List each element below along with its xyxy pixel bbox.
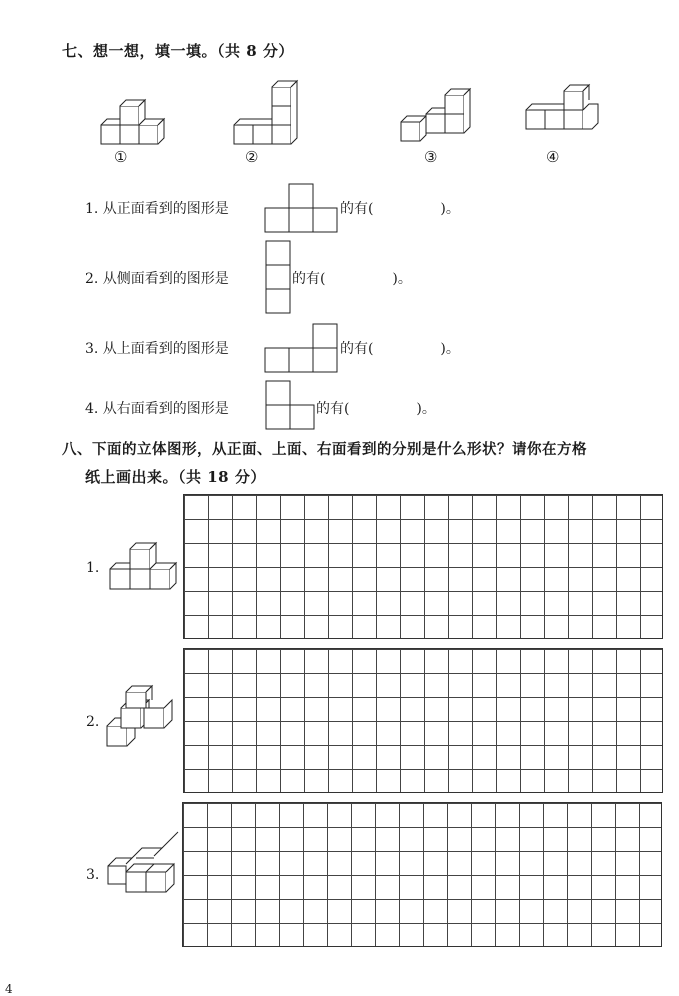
cube-figure-4: [522, 87, 607, 137]
drawing-grid-1[interactable]: [183, 494, 663, 639]
item-2-label: 2.: [86, 714, 100, 730]
question-4-answer: [316, 398, 436, 418]
question-2-close: )。: [392, 271, 412, 287]
cube-figure-item-1: [108, 540, 184, 596]
question-1-text: [85, 198, 229, 218]
question-3-prefix: 3. 从上面看到的图形是: [85, 341, 229, 357]
cube-figure-item-2: [104, 686, 174, 754]
cube-figure-2: [228, 80, 308, 150]
section-8-title-line-2: 纸上画出来。（共 18 分）: [85, 468, 266, 486]
drawing-grid-3[interactable]: [182, 802, 662, 947]
question-3-close: )。: [440, 341, 460, 357]
section-8-title-line-1: 八、下面的立体图形，从正面、上面、右面看到的分别是什么形状？请你在方格: [62, 441, 587, 458]
question-2-prefix: 2. 从侧面看到的图形是: [85, 271, 229, 287]
question-2-suffix: 的有(: [292, 271, 326, 287]
question-1-close: )。: [440, 201, 460, 217]
drawing-grid-2[interactable]: [183, 648, 663, 793]
question-3-suffix: 的有(: [340, 341, 374, 357]
figure-label-1: ①: [114, 148, 128, 166]
section-7-title: 七、想一想，填一填。（共 8 分）: [62, 42, 294, 60]
figure-label-3: ③: [424, 148, 438, 166]
figure-label-4: ④: [546, 148, 560, 166]
question-1-suffix: 的有(: [340, 201, 374, 217]
question-4-prefix: 4. 从右面看到的图形是: [85, 401, 229, 417]
question-2-answer: [292, 268, 412, 288]
shape-top-view: [265, 322, 340, 374]
shape-front-view: [265, 182, 340, 234]
question-1-prefix: 1. 从正面看到的图形是: [85, 201, 229, 217]
cube-figure-1: [95, 95, 175, 150]
page-number: 4: [5, 982, 13, 996]
shape-side-view: [265, 240, 293, 316]
question-4-text: [85, 398, 229, 418]
question-2-text: [85, 268, 229, 288]
figure-label-2: ②: [245, 148, 259, 166]
question-4-close: )。: [416, 401, 436, 417]
item-1-label: 1.: [86, 560, 100, 576]
question-3-answer: [340, 338, 460, 358]
cube-figure-3: [396, 87, 481, 147]
cube-figure-item-3: [106, 846, 181, 896]
question-1-answer: [340, 198, 460, 218]
shape-right-view: [265, 380, 317, 432]
question-3-text: [85, 338, 229, 358]
question-4-suffix: 的有(: [316, 401, 350, 417]
item-3-label: 3.: [86, 867, 100, 883]
